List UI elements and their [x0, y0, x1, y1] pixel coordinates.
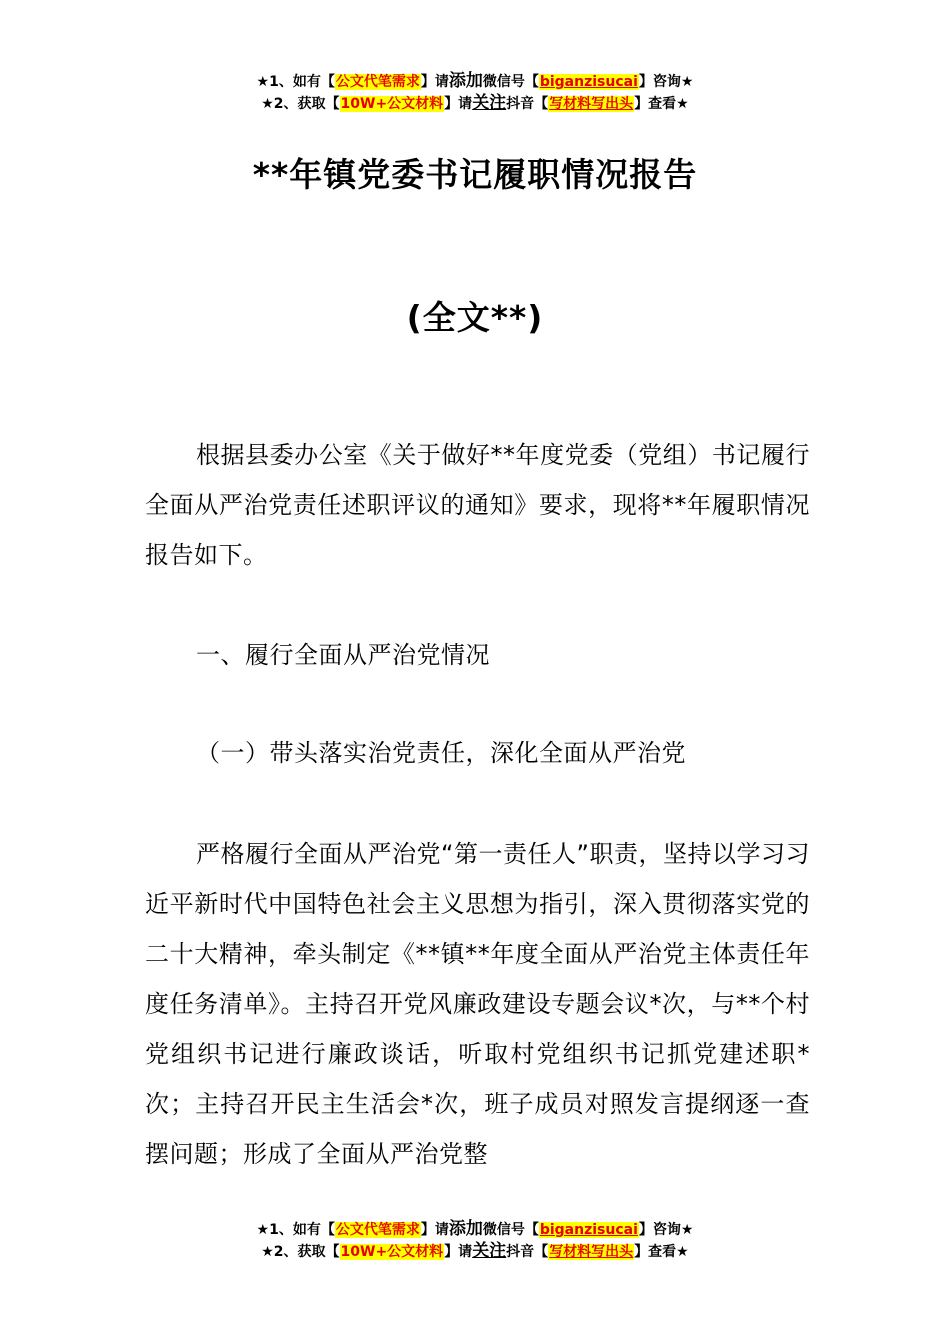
subsection-heading: （一）带头落实治党责任，深化全面从严治党	[196, 739, 686, 767]
banner-text: 】请	[420, 74, 449, 90]
highlight-ghostwriting: 公文代笔需求	[335, 1222, 420, 1238]
document-subtitle: (全文**)	[406, 298, 544, 337]
banner-emphasis: 关注	[472, 93, 507, 113]
banner-text: 】查看★	[634, 1244, 689, 1260]
banner-text: 】请	[420, 1222, 449, 1238]
highlight-materials: 10W+公文材料	[340, 96, 444, 112]
banner-line-1	[0, 70, 950, 92]
banner-text: 】咨询★	[638, 1222, 694, 1238]
banner-text: 】请	[444, 96, 473, 112]
section-heading: 一、履行全面从严治党情况	[196, 641, 490, 669]
banner-text: ★2、获取【	[261, 96, 340, 112]
banner-emphasis: 添加	[448, 71, 483, 91]
banner-emphasis: 关注	[472, 1241, 507, 1261]
highlight-wechat-id: biganzisucai	[539, 74, 638, 90]
top-banner	[0, 70, 950, 114]
banner-text: ★2、获取【	[261, 1244, 340, 1260]
banner-line-2	[0, 1240, 950, 1262]
banner-text: 微信号【	[482, 74, 539, 90]
banner-text: 】查看★	[634, 96, 689, 112]
banner-text: ★1、如有【	[256, 74, 335, 90]
banner-text: ★1、如有【	[256, 1222, 335, 1238]
banner-text: 抖音【	[506, 1244, 549, 1260]
body-paragraph: 严格履行全面从严治党“第一责任人”职责，坚持以学习习近平新时代中国特色社会主义思想为指引，深入贯彻落实党的二十大精神，牵头制定《**镇**年度全面从严治党主体责任年度任务清单》。主持召开党风廉政建设专题会议*次，与**个村党组织书记进行廉政谈话，听取村党组织书记抓党建述职*次；主持召开民主生活会*次，班子成员对照发言提纲逐一查摆问题；形成了全面从严治党整	[145, 840, 810, 1168]
bottom-banner	[0, 1218, 950, 1262]
banner-text: 微信号【	[482, 1222, 539, 1238]
banner-line-2	[0, 92, 950, 114]
highlight-douyin: 写材料写出头	[549, 96, 634, 112]
highlight-ghostwriting: 公文代笔需求	[335, 74, 420, 90]
banner-text: 抖音【	[506, 96, 549, 112]
highlight-douyin: 写材料写出头	[549, 1244, 634, 1260]
highlight-wechat-id: biganzisucai	[539, 1222, 638, 1238]
banner-text: 】请	[444, 1244, 473, 1260]
banner-line-1	[0, 1218, 950, 1240]
document-title: **年镇党委书记履职情况报告	[252, 155, 698, 194]
banner-emphasis: 添加	[448, 1219, 483, 1239]
banner-text: 】咨询★	[638, 74, 694, 90]
highlight-materials: 10W+公文材料	[340, 1244, 444, 1260]
intro-paragraph: 根据县委办公室《关于做好**年度党委（党组）书记履行全面从严治党责任述职评议的通知》要求，现将**年履职情况报告如下。	[145, 441, 810, 569]
